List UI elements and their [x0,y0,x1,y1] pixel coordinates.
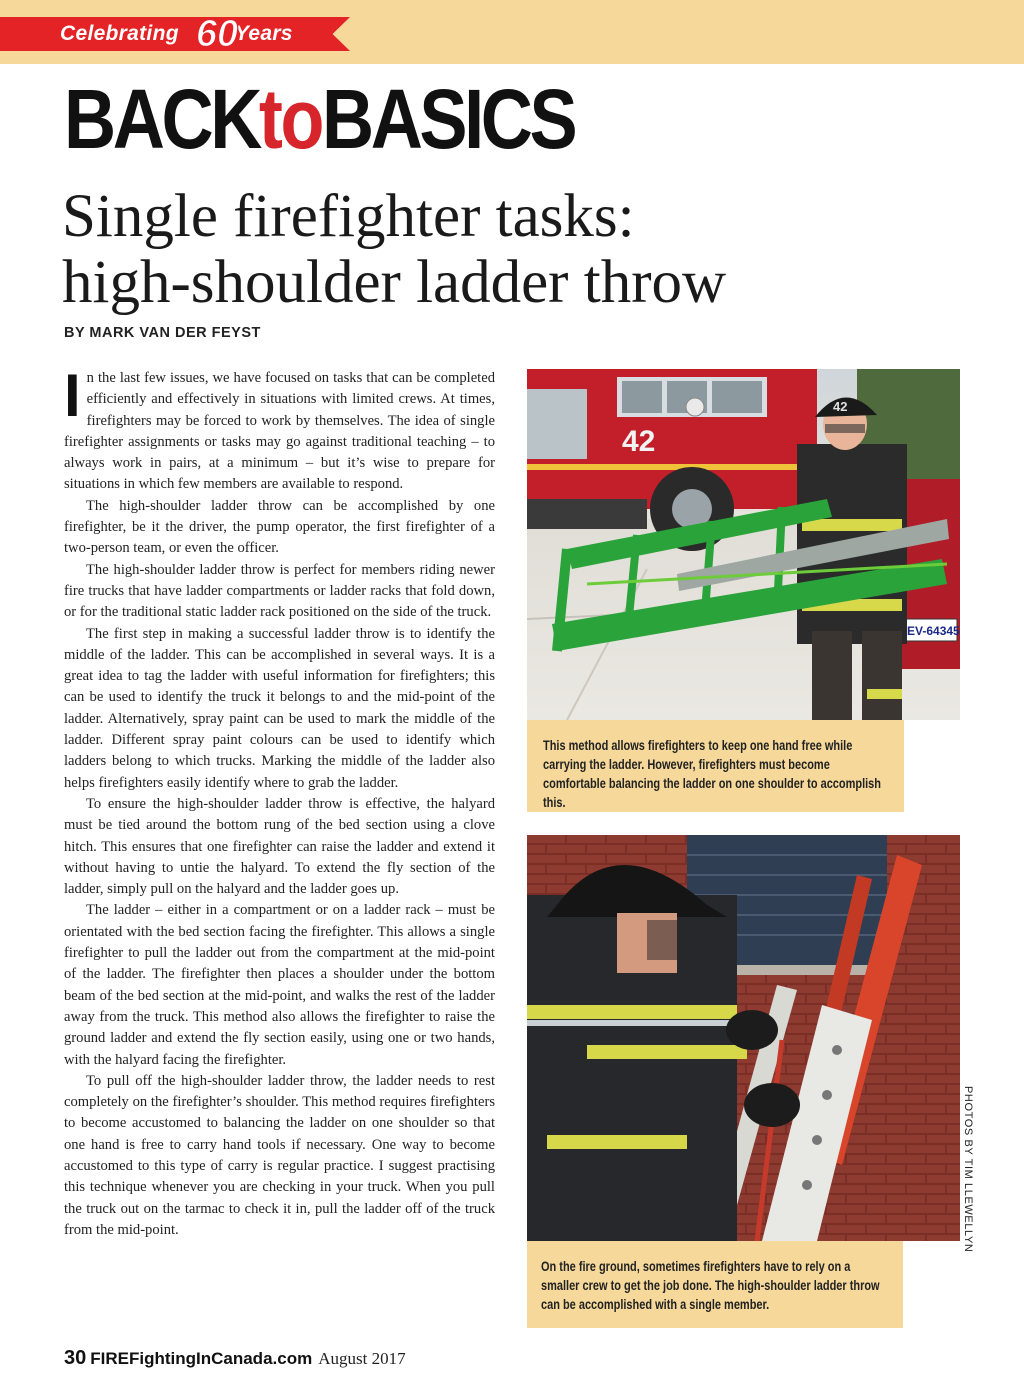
paragraph-7: To pull off the high-shoulder ladder throw, the ladder needs to rest completely on the firefighter’s shoulder. This method requires firefighters to become accustomed to balancing the ladder on one shoulder so that one hand is free to carry hand tools if necessary. One way to become accustomed to this type of carry is regular practice. I suggest practising this technique whenever you are checking in your truck. When you pull the truck out on the tarmac to check it in, pull the ladder off of the truck from the mid-point. [64,1072,495,1238]
paragraph-6: The ladder – either in a compartment or on a ladder rack – must be orientated with the bed section facing the firefighter. This allows a single firefighter to pull the ladder out from the compartment at the mid-point of the ladder. The firefighter then places a shoulder under the bottom beam of the bed section at the mid-point, and walks the rest of the ladder away from the truck. This method also allows the firefighter to raise the ground ladder and extend the fly section easily, using one or two hands, with the halyard facing the firefighter. [64,902,495,1068]
article-headline [62,184,962,316]
anniversary-text [60,17,293,51]
section-basics: BASICS [321,72,575,166]
page-footer [64,1347,406,1370]
helmet-number: 42 [833,399,848,414]
years-label: Years [234,22,293,45]
paragraph-2: The high-shoulder ladder throw can be accomplished by one firefighter, be it the driver, the pump operator, the first firefighter of a two-person team, or even the officer. [64,497,495,557]
sixty-logo [193,10,241,54]
paragraph-5: To ensure the high-shoulder ladder throw is effective, the halyard must be tied around the bottom rung of the bed section using a clove hitch. This ensures that one firefighter can raise the ladder and extend it without having to untie the halyard. To extend the fly section of the ladder, simply pull on the halyard and the ladder goes up. [64,795,495,898]
truck-number: 42 [622,425,656,458]
photo-ladder-raise [527,835,960,1241]
caption-photo-2 [527,1241,903,1328]
paragraph-4: The first step in making a successful ladder throw is to identify the middle of the ladder. This can be accomplished in several ways. It is a great idea to tag the ladder with useful information for firefighters; this can be used to identify the truck it belongs to and the mid-point of the ladder. Alternatively, spray paint can be used to mark the middle of the ladder. Different spray paint colours can be used to identify which ladders belong to which trucks. Marking the middle of the ladder also helps firefighters easily identify where to grab the ladder. [64,625,495,791]
magazine-site: FIREFightingInCanada.com [90,1349,313,1368]
headline-line-2: high-shoulder ladder throw [62,249,727,316]
caption-photo-1 [527,720,904,812]
page-number: 30 [64,1347,87,1369]
headline-line-1: Single firefighter tasks: [62,183,635,250]
paragraph-3: The high-shoulder ladder throw is perfect for members riding newer fire trucks that have ladder compartments or ladder racks that fold down, or for the traditional static ladder rack positioned on the side of the truck. [64,561,495,621]
celebrating-label: Celebrating [60,22,179,45]
article-body [64,362,495,1241]
sixty-number: 60 [195,13,239,54]
section-title [64,74,574,164]
paragraph-1 [64,362,495,496]
byline: BY MARK VAN DER FEYST [64,325,261,341]
photo-credit [958,1086,978,1253]
photo-credit-text: PHOTOS BY TIM LLEWELLYN [962,1086,974,1253]
photo-ladder-carry [527,369,960,720]
drop-cap: I [64,362,81,429]
license-plate: EV-64345 [907,624,960,638]
caption-2-text: On the fire ground, sometimes firefighters have to rely on a smaller crew to get the job done. The high-shoulder ladder throw can be accomplished with a single member. [541,1259,880,1312]
paragraph-1-text: n the last few issues, we have focused on tasks that can be completed efficiently and effectively in situations with limited crews. At times, firefighters may be forced to work by themselves. The idea of single firefighter assignments or tasks may go against traditional teaching – to always work in pairs, at a minimum – but it’s wise to prepare for situations in which few members are available to respond. [64,370,495,493]
section-back: BACK [64,72,259,166]
issue-date: August 2017 [318,1349,406,1368]
caption-1-text: This method allows firefighters to keep one hand free while carrying the ladder. However, firefighters must become comfortable balancing the ladder on one shoulder to accomplish this. [543,738,882,810]
section-to: to [258,72,322,166]
